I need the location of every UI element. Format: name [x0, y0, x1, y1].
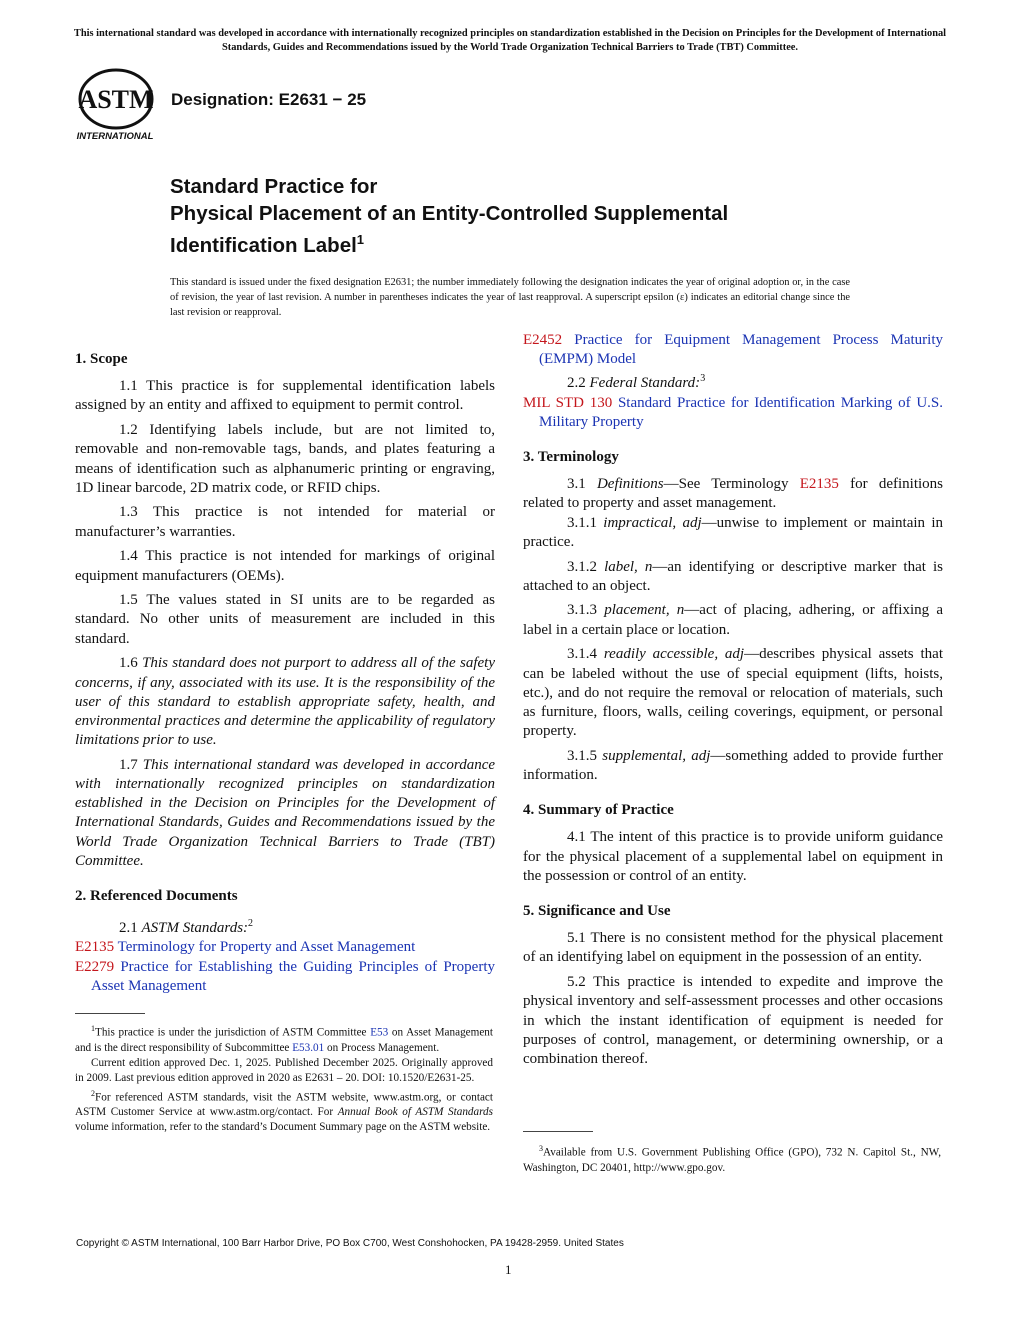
- reference-e2452[interactable]: E2452 Practice for Equipment Management Process Maturity (EMPM) Model: [523, 332, 944, 368]
- paragraph-1-1: 1.1 This practice is for supplemental identification labels assigned by an entity and affixed to equipment to permit control.: [75, 378, 495, 414]
- page-number: 1: [505, 1262, 512, 1277]
- footnote-2: $^2$For referenced ASTM standards, visit the ASTM website, www.astm.org, or contact ASTM Customer Service at www.astm.org/contact. For Annual Book of ASTM Standards volume information, refer to the standard’s Document Summary page on the ASTM website.: [75, 1088, 493, 1134]
- section-heading-terminology: 3. Terminology: [523, 449, 619, 466]
- paragraph-1-5: 1.5 The values stated in SI units are to be regarded as standard. No other units of measurement are included in this standard.: [75, 592, 495, 647]
- section-heading-significance: 5. Significance and Use: [523, 903, 671, 920]
- term-3-1-5: 3.1.5 supplemental, adj—something added to provide further information.: [523, 747, 943, 784]
- footnotes-right: [523, 1141, 941, 1176]
- logo-letters: ASTM: [78, 85, 154, 114]
- title-line-1: Standard Practice for: [170, 175, 378, 198]
- term-3-1-3: 3.1.3 placement, n—act of placing, adhering, or affixing a label in a certain place or location.: [523, 602, 943, 638]
- title-line-2: Physical Placement of an Entity-Controlled Supplemental: [170, 201, 729, 225]
- reference-mil-std-130[interactable]: MIL STD 130 Standard Practice for Identification Marking of U.S. Military Property: [523, 394, 943, 430]
- link-e53-01[interactable]: E53.01: [292, 1041, 325, 1054]
- section-heading-scope: 1. Scope: [75, 351, 128, 367]
- title-line-3: Identification Label: [170, 233, 357, 257]
- footnote-rule-left: [75, 1013, 145, 1014]
- reference-e2279[interactable]: E2279 Practice for Establishing the Guiding Principles of Property Asset Management: [75, 958, 495, 994]
- footnotes-left: [75, 1021, 493, 1135]
- definition-3-1: 3.1 Definitions—See Terminology E2135 for definitions related to property and asset management.: [523, 476, 943, 512]
- section-heading-referenced: 2. Referenced Documents: [75, 888, 238, 905]
- footnote-1: $^1$This practice is under the jurisdiction of ASTM Committee E53 on Asset Management and is the direct responsibility of Subcommittee E53.01 on Process Management.: [75, 1024, 494, 1054]
- page-title: [170, 174, 728, 259]
- paragraph-5-2: 5.2 This practice is intended to expedite and improve the physical inventory and self-assessment processes and other occasions in which the instant identification of equipment is needed for purposes of control, management, or determining ownership, or a combination thereof.: [523, 974, 943, 1067]
- top-note: This international standard was developed in accordance with internationally recognized principles on standardization established in the Decision on Principles for the Development of International Standards, Guides and Recommendations issued by the World Trade Organization Technical Barriers to Trade (TBT) Committee.: [73, 28, 947, 53]
- link-e53[interactable]: E53: [370, 1026, 389, 1039]
- footnote-rule-right: [523, 1131, 593, 1132]
- paragraph-1-6: 1.6 This standard does not purport to address all of the safety concerns, if any, associated with its use. It is the responsibility of the user of this standard to establish appropriate safety, health, and environmental practices and determine the applicability of regulatory limitations prior to use.: [75, 655, 496, 749]
- issued-note: This standard is issued under the fixed designation E2631; the number immediately following the designation indicates the year of original adoption or, in the case of revision, the year of last revision. A number in parentheses indicates the year of last reapproval. A superscript epsilon (ε) indicates an editorial change since the last revision or reapproval.: [170, 277, 850, 318]
- paragraph-1-7: 1.7 This international standard was developed in accordance with internationally recognized principles on standardization established in the Decision on Principles for the Development of International Standards, Guides and Recommendations issued by the World Trade Organization Technical Barriers to Trade (TBT) Committee.: [75, 756, 496, 869]
- right-column: [523, 332, 944, 1075]
- designation: Designation: E2631 − 25: [171, 90, 367, 109]
- footnote-3: $^3$Available from U.S. Government Publishing Office (GPO), 732 N. Capitol St., NW, Washington, DC 20401, http://www.gpo.gov.: [523, 1144, 941, 1174]
- section-heading-summary: 4. Summary of Practice: [523, 802, 674, 819]
- left-column: [75, 350, 495, 996]
- paragraph-4-1: 4.1 The intent of this practice is to provide uniform guidance for the physical placement of a supplemental label on equipment in the possession or control of an entity.: [523, 829, 943, 884]
- federal-standard-label: 2.2 Federal Standard:$^3$: [567, 373, 706, 392]
- term-3-1-1: 3.1.1 impractical, adj—unwise to implement or maintain in practice.: [523, 514, 943, 550]
- astm-standards-label: 2.1 ASTM Standards:$^2$: [119, 918, 254, 937]
- logo-org: INTERNATIONAL: [76, 131, 154, 142]
- link-e2135[interactable]: E2135: [799, 476, 839, 493]
- term-3-1-4: 3.1.4 readily accessible, adj—describes physical assets that can be labeled without the use of special equipment (lifts, hoists, etc.), and do not require the removal or relocation of materials, such as furniture, floors, walls, ceiling coverings, equipment, or personal property.: [523, 646, 943, 740]
- astm-logo: [68, 68, 164, 144]
- term-3-1-2: 3.1.2 label, n—an identifying or descriptive marker that is attached to an object.: [523, 558, 943, 594]
- title-footnote-mark: 1: [356, 232, 365, 247]
- reference-e2135[interactable]: E2135 Terminology for Property and Asset Management: [75, 939, 416, 956]
- paragraph-1-2: 1.2 Identifying labels include, but are not limited to, removable and non-removable tags, bands, and plates featuring a means of identification such as alphanumeric printing or engraving, 1D linear barcode, 2D matrix code, or RFID chips.: [75, 422, 495, 496]
- footnote-1-edition: Current edition approved Dec. 1, 2025. Published December 2025. Originally approved in 2009. Last previous edition approved in 2020 as E2631 – 20. DOI: 10.1520/E2631-25.: [75, 1056, 493, 1084]
- copyright: Copyright © ASTM International, 100 Barr Harbor Drive, PO Box C700, West Conshohocken, PA 19428-2959. United States: [76, 1238, 624, 1249]
- paragraph-1-3: 1.3 This practice is not intended for material or manufacturer’s warranties.: [75, 504, 495, 540]
- paragraph-1-4: 1.4 This practice is not intended for markings of original equipment manufacturers (OEMs).: [75, 548, 495, 584]
- paragraph-5-1: 5.1 There is no consistent method for the physical placement of an identifying label on equipment in the possession of an entity.: [523, 930, 943, 966]
